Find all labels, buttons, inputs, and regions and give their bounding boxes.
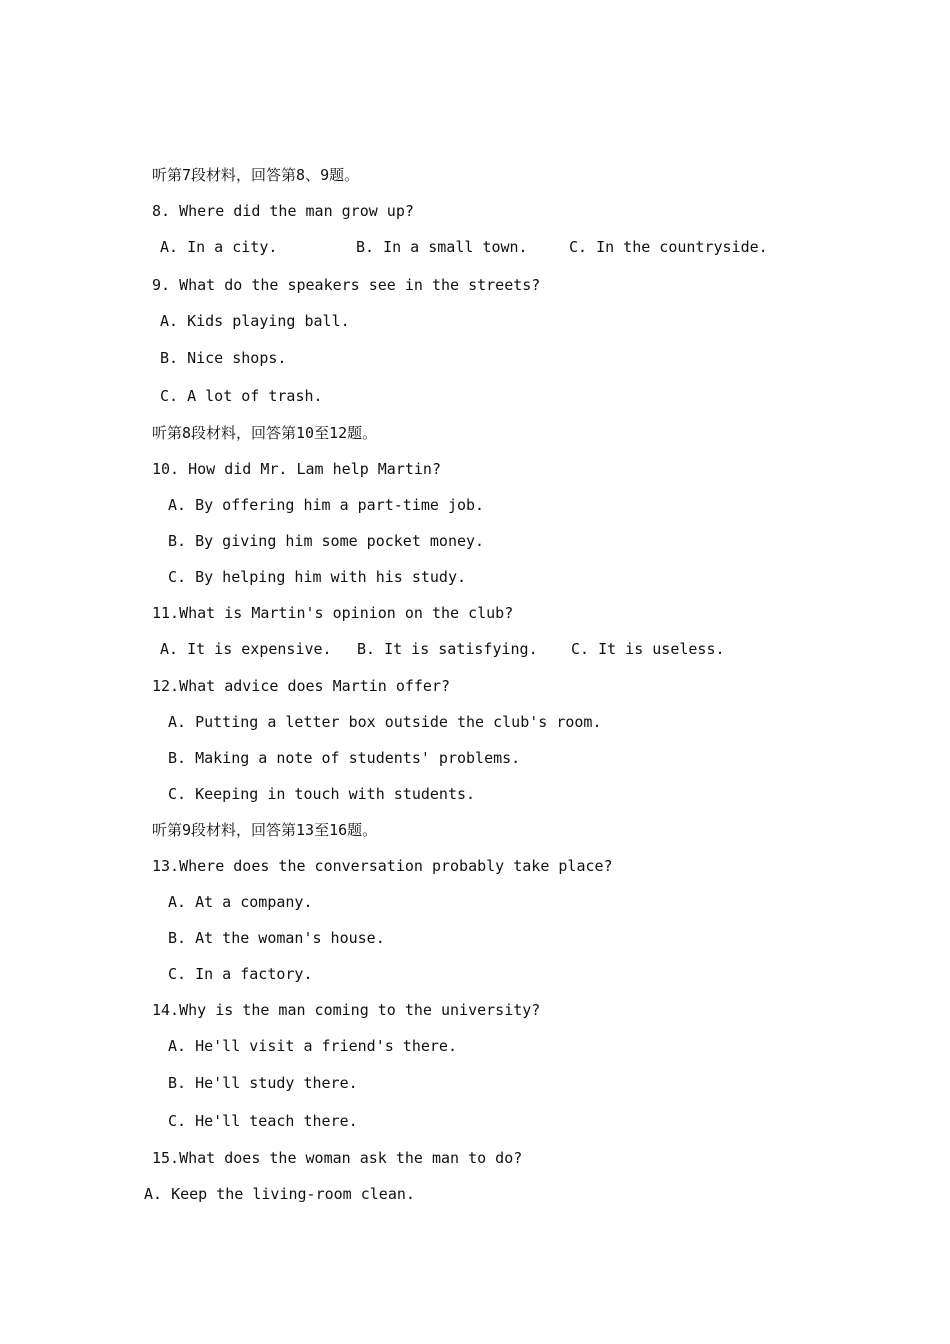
question-13: 13.Where does the conversation probably take place? [152, 857, 613, 875]
q10-option-c: C. By helping him with his study. [168, 568, 467, 586]
question-14: 14.Why is the man coming to the university? [152, 1001, 541, 1019]
question-9: 9. What do the speakers see in the streets? [152, 276, 541, 294]
section-heading-7: 听第7段材料，回答第8、9题。 [152, 166, 360, 184]
question-11: 11.What is Martin's opinion on the club? [152, 604, 514, 622]
q11-option-c: C. It is useless. [571, 640, 725, 658]
q13-option-b: B. At the woman's house. [168, 929, 385, 947]
section-heading-8: 听第8段材料，回答第10至12题。 [152, 424, 378, 442]
q11-option-a: A. It is expensive. [160, 640, 332, 658]
question-10: 10. How did Mr. Lam help Martin? [152, 460, 441, 478]
q8-option-c: C. In the countryside. [569, 238, 768, 256]
q12-option-a: A. Putting a letter box outside the club's room. [168, 713, 602, 731]
q10-option-a: A. By offering him a part-time job. [168, 496, 485, 514]
q8-option-a: A. In a city. [160, 238, 278, 256]
q9-option-b: B. Nice shops. [160, 349, 287, 367]
q12-option-c: C. Keeping in touch with students. [168, 785, 476, 803]
question-12: 12.What advice does Martin offer? [152, 677, 451, 695]
q8-option-b: B. In a small town. [356, 238, 528, 256]
q14-option-a: A. He'll visit a friend's there. [168, 1037, 457, 1055]
q9-option-c: C. A lot of trash. [160, 387, 323, 405]
q15-option-a: A. Keep the living-room clean. [144, 1185, 415, 1203]
question-8: 8. Where did the man grow up? [152, 202, 414, 220]
q12-option-b: B. Making a note of students' problems. [168, 749, 521, 767]
q14-option-b: B. He'll study there. [168, 1074, 358, 1092]
q13-option-a: A. At a company. [168, 893, 313, 911]
q14-option-c: C. He'll teach there. [168, 1112, 358, 1130]
question-15: 15.What does the woman ask the man to do? [152, 1149, 523, 1167]
q11-option-b: B. It is satisfying. [357, 640, 538, 658]
section-heading-9: 听第9段材料，回答第13至16题。 [152, 821, 378, 839]
q13-option-c: C. In a factory. [168, 965, 313, 983]
q9-option-a: A. Kids playing ball. [160, 312, 350, 330]
q10-option-b: B. By giving him some pocket money. [168, 532, 485, 550]
